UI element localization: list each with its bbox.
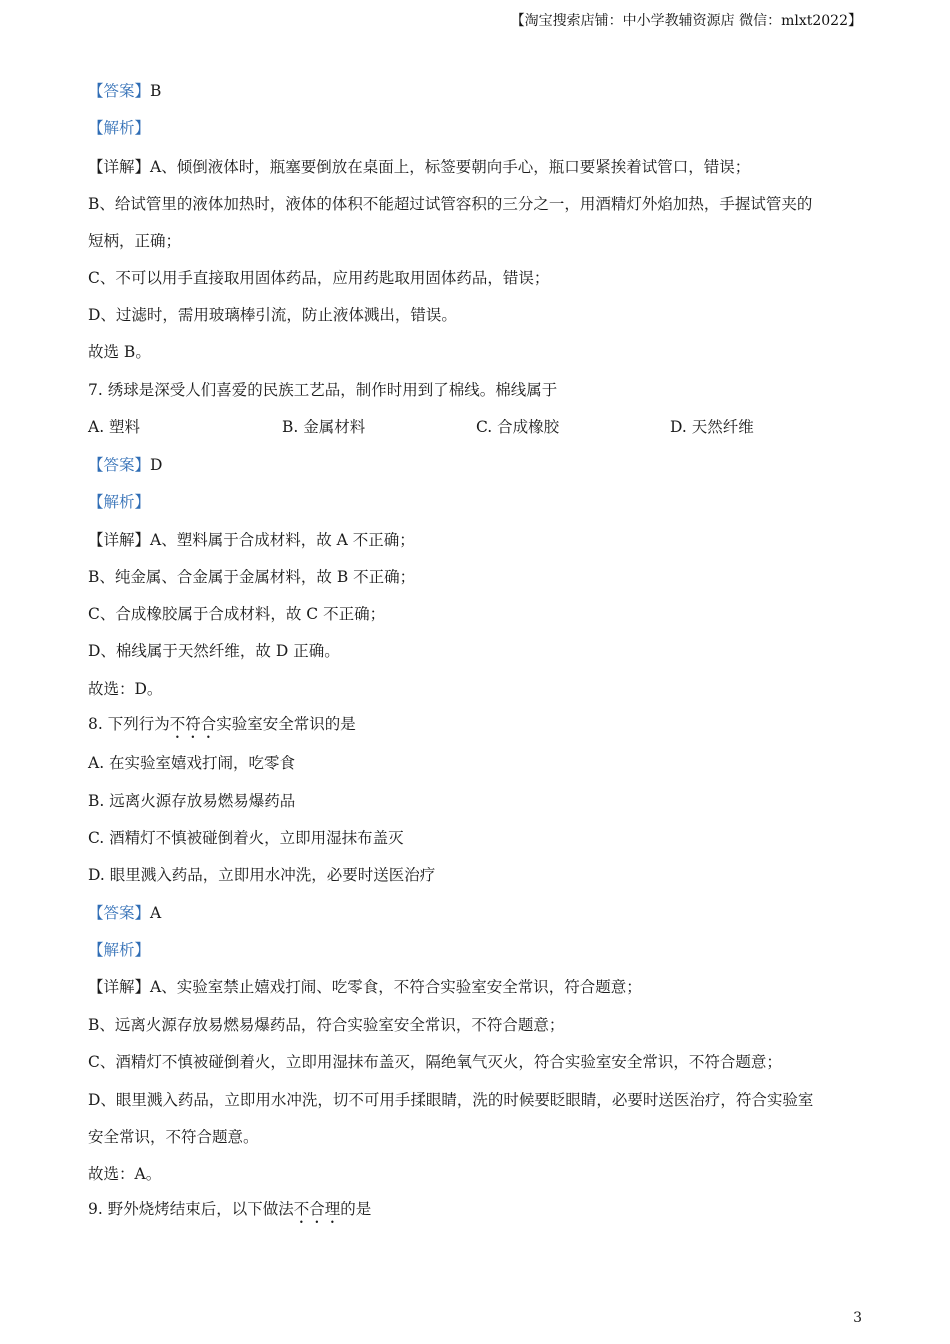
q8-option-d: D. 眼里溅入药品，立即用水冲洗，必要时送医治疗 xyxy=(88,866,436,884)
q8-option-b: B. 远离火源存放易燃易爆药品 xyxy=(88,792,296,810)
q7-answer-value: D xyxy=(150,456,163,474)
q8-question-emphasis: 不符合 xyxy=(169,715,217,733)
q7-detail-b: B、纯金属、合金属于金属材料，故 B 不正确； xyxy=(88,568,416,586)
q6-detail-a xyxy=(88,157,750,177)
detail-label: 【详解】 xyxy=(88,531,151,549)
q8-detail-a-text: A、实验室禁止嬉戏打闹、吃零食，不符合实验室安全常识，符合题意； xyxy=(150,978,642,996)
q7-conclusion: 故选：D。 xyxy=(88,680,163,698)
q8-answer-value: A xyxy=(150,904,162,922)
q8-detail-d2: 安全常识，不符合题意。 xyxy=(88,1128,259,1146)
q7-detail-a xyxy=(88,530,415,550)
q8-detail-c: C、酒精灯不慎被碰倒着火，立即用湿抹布盖灭，隔绝氧气灭火，符合实验室安全常识，不符合题意； xyxy=(88,1053,782,1071)
q6-detail-d: D、过滤时，需用玻璃棒引流，防止液体溅出，错误。 xyxy=(88,306,457,324)
q8-conclusion: 故选：A。 xyxy=(88,1165,162,1183)
q6-detail-c: C、不可以用手直接取用固体药品，应用药匙取用固体药品，错误； xyxy=(88,269,550,287)
q7-answer xyxy=(88,455,162,475)
q9-question-emphasis: 不合理 xyxy=(293,1200,341,1218)
q6-detail-a-text: A、倾倒液体时，瓶塞要倒放在桌面上，标签要朝向手心，瓶口要紧挨着试管口，错误； xyxy=(150,158,751,176)
q7-option-c: C. 合成橡胶 xyxy=(476,418,560,436)
q7-option-d: D. 天然纤维 xyxy=(670,418,754,436)
q7-option-b: B. 金属材料 xyxy=(282,418,366,436)
q7-question: 7. 绣球是深受人们喜爱的民族工艺品，制作时用到了棉线。棉线属于 xyxy=(88,381,558,399)
q9-question-post: 的是 xyxy=(340,1200,372,1218)
q8-detail-a xyxy=(88,977,642,997)
q6-conclusion: 故选 B。 xyxy=(88,343,151,361)
q7-detail-d: D、棉线属于天然纤维，故 D 正确。 xyxy=(88,642,340,660)
q8-option-a: A. 在实验室嬉戏打闹，吃零食 xyxy=(88,754,296,772)
q8-analysis-label: 【解析】 xyxy=(88,941,151,959)
answer-label: 【答案】 xyxy=(88,82,151,100)
answer-label: 【答案】 xyxy=(88,904,151,922)
q7-analysis-label: 【解析】 xyxy=(88,493,151,511)
q6-answer xyxy=(88,81,161,101)
q6-answer-value: B xyxy=(150,82,162,100)
q6-analysis-label: 【解析】 xyxy=(88,119,151,137)
q8-question-post: 实验室安全常识的是 xyxy=(216,715,356,733)
q6-detail-b1: B、给试管里的液体加热时，液体的体积不能超过试管容积的三分之一，用酒精灯外焰加热，手握试管夹的 xyxy=(88,195,813,213)
q9-question xyxy=(88,1199,371,1227)
answer-label: 【答案】 xyxy=(88,456,151,474)
q8-answer xyxy=(88,903,161,923)
q7-detail-c: C、合成橡胶属于合成材料，故 C 不正确； xyxy=(88,605,386,623)
q9-question-pre: 9. 野外烧烤结束后，以下做法 xyxy=(88,1200,294,1218)
q8-detail-d1: D、眼里溅入药品，立即用水冲洗，切不可用手揉眼睛，洗的时候要眨眼睛，必要时送医治疗，符合实验室 xyxy=(88,1091,814,1109)
page-number: 3 xyxy=(853,1310,862,1326)
q8-option-c: C. 酒精灯不慎被碰倒着火，立即用湿抹布盖灭 xyxy=(88,829,404,847)
q8-question-pre: 8. 下列行为 xyxy=(88,715,170,733)
q7-option-a: A. 塑料 xyxy=(88,418,141,436)
q6-detail-b2: 短柄，正确； xyxy=(88,232,182,250)
detail-label: 【详解】 xyxy=(88,978,151,996)
detail-label: 【详解】 xyxy=(88,158,151,176)
q7-detail-a-text: A、塑料属于合成材料，故 A 不正确； xyxy=(150,531,415,549)
q8-question xyxy=(88,714,356,742)
page-header: 【淘宝搜索店铺：中小学教辅资源店 微信：mlxt2022】 xyxy=(510,13,862,29)
q8-detail-b: B、远离火源存放易燃易爆药品，符合实验室安全常识，不符合题意； xyxy=(88,1016,565,1034)
